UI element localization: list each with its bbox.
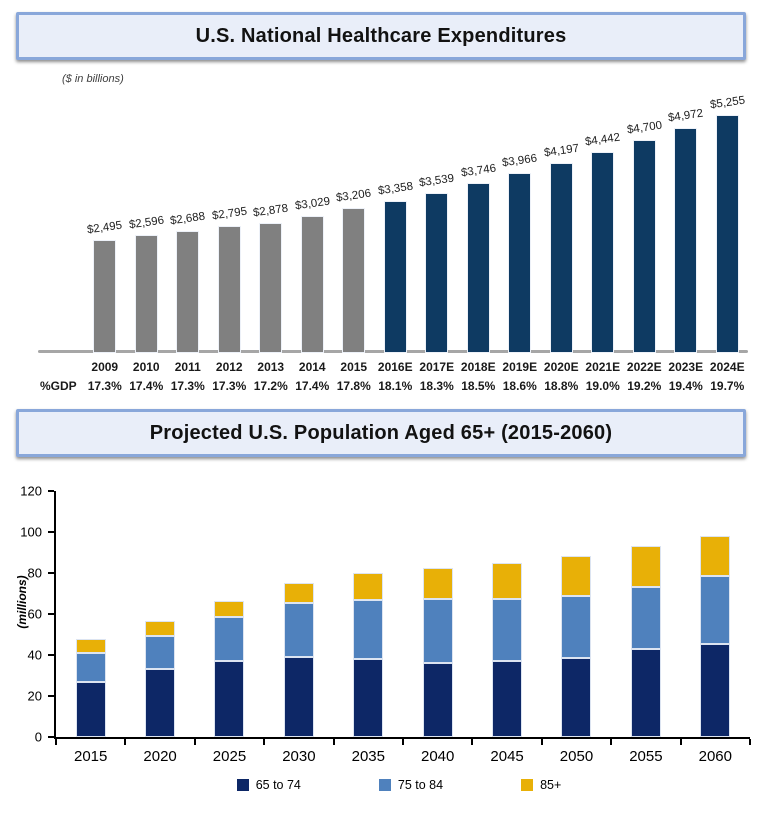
segment-65-to-74-2045 bbox=[492, 661, 522, 737]
x-label-2040: 2040 bbox=[421, 748, 455, 765]
hc-bar-value-label: $4,442 bbox=[584, 131, 622, 149]
hc-column-2023E bbox=[665, 107, 707, 353]
hc-year-2016E: 2016E bbox=[377, 360, 413, 374]
x-label-2050: 2050 bbox=[559, 748, 594, 765]
segment-75-to-84-2015 bbox=[76, 653, 106, 682]
legend-item-65-74 bbox=[237, 778, 301, 792]
hc-bar-2016E bbox=[384, 201, 407, 353]
healthcare-title: U.S. National Healthcare Expenditures bbox=[195, 24, 567, 47]
hc-bar-2022E bbox=[633, 140, 656, 353]
y-tick bbox=[48, 695, 54, 697]
population-title-box bbox=[16, 409, 746, 457]
segment-65-to-74-2030 bbox=[284, 657, 314, 737]
segment-65-to-74-2050 bbox=[561, 658, 591, 737]
hc-bar-value-label: $2,878 bbox=[252, 202, 290, 220]
hc-column-2018E bbox=[458, 162, 500, 353]
segment-75-to-84-2060 bbox=[700, 576, 730, 644]
hc-gdp-2013: 17.2% bbox=[253, 379, 288, 393]
hc-bar-2019E bbox=[508, 173, 531, 353]
healthcare-units-note: ($ in billions) bbox=[62, 73, 124, 85]
segment-85+-2050 bbox=[561, 556, 591, 596]
pop-bar-2050 bbox=[561, 556, 591, 737]
x-label-2020: 2020 bbox=[143, 748, 177, 765]
pop-bar-2035 bbox=[353, 573, 383, 737]
y-tick-label-20: 20 bbox=[27, 688, 42, 704]
hc-bar-2009 bbox=[93, 240, 116, 353]
segment-85+-2035 bbox=[353, 573, 383, 600]
pop-bar-2060 bbox=[700, 536, 730, 737]
y-tick bbox=[48, 613, 54, 615]
hc-gdp-2024E: 19.7% bbox=[710, 379, 745, 393]
hc-bar-2021E bbox=[591, 152, 614, 353]
x-tick bbox=[749, 739, 751, 745]
hc-bar-value-label: $2,596 bbox=[127, 214, 165, 232]
hc-column-2012 bbox=[209, 205, 251, 353]
pop-bar-2045 bbox=[492, 563, 522, 737]
hc-year-2019E: 2019E bbox=[502, 360, 538, 374]
segment-75-to-84-2030 bbox=[284, 603, 314, 657]
hc-gdp-2021E: 19.0% bbox=[585, 379, 620, 393]
segment-75-to-84-2045 bbox=[492, 599, 522, 662]
segment-85+-2040 bbox=[423, 568, 453, 599]
hc-bar-2012 bbox=[218, 226, 241, 353]
x-tick bbox=[333, 739, 335, 745]
hc-bar-value-label: $3,746 bbox=[459, 162, 497, 180]
hc-bar-value-label: $3,029 bbox=[293, 195, 331, 213]
hc-bar-2018E bbox=[467, 183, 490, 353]
legend-item-85plus bbox=[521, 778, 561, 792]
hc-year-2013: 2013 bbox=[257, 360, 285, 374]
hc-column-2011 bbox=[167, 210, 209, 353]
y-tick-label-0: 0 bbox=[34, 729, 42, 745]
pop-bar-2025 bbox=[214, 601, 244, 737]
gdp-row-label: %GDP bbox=[40, 379, 77, 393]
hc-bar-value-label: $3,358 bbox=[376, 180, 414, 198]
hc-bar-2011 bbox=[176, 231, 199, 353]
segment-75-to-84-2025 bbox=[214, 617, 244, 661]
x-tick bbox=[194, 739, 196, 745]
x-tick bbox=[680, 739, 682, 745]
hc-column-2024E bbox=[707, 94, 749, 353]
hc-bar-value-label: $2,795 bbox=[210, 205, 248, 223]
hc-bar-2014 bbox=[301, 216, 324, 353]
hc-column-2020E bbox=[541, 142, 583, 353]
hc-gdp-2012: 17.3% bbox=[212, 379, 247, 393]
y-tick bbox=[48, 736, 54, 738]
x-label-2015: 2015 bbox=[74, 748, 108, 765]
segment-85+-2060 bbox=[700, 536, 730, 576]
population-y-axis-label: (millions) bbox=[15, 575, 29, 629]
segment-85+-2015 bbox=[76, 639, 106, 653]
y-tick-label-60: 60 bbox=[27, 606, 42, 622]
legend-label-85plus: 85+ bbox=[540, 778, 562, 792]
y-tick bbox=[48, 654, 54, 656]
population-chart bbox=[8, 483, 750, 792]
hc-year-2020E: 2020E bbox=[543, 360, 579, 374]
hc-column-2015 bbox=[333, 187, 375, 353]
hc-column-2019E bbox=[499, 152, 541, 353]
hc-bar-value-label: $3,539 bbox=[418, 172, 456, 190]
healthcare-chart bbox=[38, 73, 748, 393]
hc-bar-value-label: $3,206 bbox=[335, 187, 373, 205]
segment-85+-2055 bbox=[631, 546, 661, 587]
x-tick bbox=[471, 739, 473, 745]
legend-label-65-74: 65 to 74 bbox=[255, 778, 301, 792]
segment-85+-2030 bbox=[284, 583, 314, 602]
pop-bar-2040 bbox=[423, 568, 453, 737]
population-plot-row bbox=[8, 483, 750, 745]
hc-bar-value-label: $2,495 bbox=[86, 219, 124, 237]
x-tick bbox=[55, 739, 57, 745]
hc-year-2011: 2011 bbox=[174, 360, 201, 374]
hc-bar-value-label: $5,255 bbox=[708, 94, 746, 112]
hc-column-2014 bbox=[292, 195, 334, 353]
y-tick-label-120: 120 bbox=[20, 483, 42, 499]
hc-column-2016E bbox=[375, 180, 417, 353]
hc-gdp-2009: 17.3% bbox=[87, 379, 122, 393]
healthcare-plot-area bbox=[38, 94, 748, 349]
x-tick bbox=[541, 739, 543, 745]
segment-75-to-84-2035 bbox=[353, 600, 383, 659]
x-label-2025: 2025 bbox=[212, 748, 247, 765]
hc-gdp-2016E: 18.1% bbox=[378, 379, 413, 393]
y-tick bbox=[48, 490, 54, 492]
hc-gdp-2015: 17.8% bbox=[336, 379, 371, 393]
segment-85+-2025 bbox=[214, 601, 244, 617]
hc-gdp-2018E: 18.5% bbox=[461, 379, 496, 393]
hc-year-2022E: 2022E bbox=[626, 360, 662, 374]
hc-bar-2023E bbox=[674, 128, 697, 353]
segment-85+-2020 bbox=[145, 621, 175, 635]
pop-bar-2020 bbox=[145, 621, 175, 737]
hc-column-2010 bbox=[126, 214, 168, 353]
hc-column-2022E bbox=[624, 119, 666, 353]
hc-year-2018E: 2018E bbox=[460, 360, 496, 374]
hc-bar-value-label: $4,700 bbox=[625, 119, 663, 137]
hc-column-2013 bbox=[250, 202, 292, 353]
segment-65-to-74-2035 bbox=[353, 659, 383, 737]
x-tick bbox=[402, 739, 404, 745]
hc-gdp-2022E: 19.2% bbox=[627, 379, 662, 393]
x-label-2060: 2060 bbox=[698, 748, 732, 765]
hc-year-2023E: 2023E bbox=[668, 360, 704, 374]
healthcare-gdp-row bbox=[38, 379, 748, 393]
hc-column-2009 bbox=[84, 219, 126, 353]
x-label-2055: 2055 bbox=[629, 748, 663, 765]
hc-column-2017E bbox=[416, 172, 458, 353]
legend-swatch-75-84 bbox=[379, 779, 391, 791]
healthcare-title-box bbox=[16, 12, 746, 60]
hc-year-2017E: 2017E bbox=[419, 360, 455, 374]
hc-bar-value-label: $3,966 bbox=[501, 152, 539, 170]
y-tick-label-100: 100 bbox=[20, 524, 42, 540]
hc-bar-2017E bbox=[425, 193, 448, 353]
hc-bar-value-label: $4,197 bbox=[542, 142, 580, 160]
legend-swatch-65-74 bbox=[237, 779, 249, 791]
pop-bar-2055 bbox=[631, 546, 661, 737]
hc-year-2015: 2015 bbox=[340, 360, 368, 374]
population-legend bbox=[48, 778, 750, 792]
hc-gdp-2019E: 18.6% bbox=[502, 379, 537, 393]
segment-75-to-84-2050 bbox=[561, 596, 591, 659]
segment-75-to-84-2055 bbox=[631, 587, 661, 649]
hc-year-2012: 2012 bbox=[215, 360, 243, 374]
y-tick-label-40: 40 bbox=[27, 647, 42, 663]
hc-year-2010: 2010 bbox=[132, 360, 160, 374]
x-tick bbox=[124, 739, 126, 745]
hc-column-2021E bbox=[582, 131, 624, 353]
hc-bar-value-label: $2,688 bbox=[169, 210, 207, 228]
hc-gdp-2023E: 19.4% bbox=[668, 379, 703, 393]
pop-bar-2030 bbox=[284, 583, 314, 737]
hc-gdp-2010: 17.4% bbox=[129, 379, 164, 393]
hc-year-2021E: 2021E bbox=[585, 360, 621, 374]
segment-65-to-74-2015 bbox=[76, 682, 106, 737]
x-tick bbox=[263, 739, 265, 745]
hc-bar-2024E bbox=[716, 115, 739, 353]
x-label-2035: 2035 bbox=[351, 748, 385, 765]
segment-65-to-74-2060 bbox=[700, 644, 730, 737]
hc-gdp-2020E: 18.8% bbox=[544, 379, 579, 393]
hc-gdp-2011: 17.3% bbox=[170, 379, 205, 393]
pop-bar-2015 bbox=[76, 639, 106, 737]
hc-bar-value-label: $4,972 bbox=[667, 107, 705, 125]
population-bars bbox=[56, 491, 750, 737]
hc-gdp-2017E: 18.3% bbox=[419, 379, 454, 393]
y-tick bbox=[48, 531, 54, 533]
hc-bar-2010 bbox=[135, 235, 158, 353]
population-title: Projected U.S. Population Aged 65+ (2015-2060) bbox=[149, 421, 613, 444]
x-label-2030: 2030 bbox=[282, 748, 316, 765]
hc-bar-2013 bbox=[259, 223, 282, 353]
y-tick-label-80: 80 bbox=[27, 565, 42, 581]
hc-year-2024E: 2024E bbox=[709, 360, 745, 374]
hc-bar-2015 bbox=[342, 208, 365, 353]
segment-85+-2045 bbox=[492, 563, 522, 599]
population-plot-area bbox=[54, 491, 750, 739]
segment-65-to-74-2025 bbox=[214, 661, 244, 737]
segment-65-to-74-2020 bbox=[145, 669, 175, 737]
legend-swatch-85plus bbox=[521, 779, 533, 791]
legend-item-75-84 bbox=[379, 778, 443, 792]
legend-label-75-84: 75 to 84 bbox=[397, 778, 444, 792]
segment-65-to-74-2040 bbox=[423, 663, 453, 737]
segment-65-to-74-2055 bbox=[631, 649, 661, 737]
x-tick bbox=[610, 739, 612, 745]
hc-gdp-2014: 17.4% bbox=[295, 379, 330, 393]
healthcare-year-labels bbox=[38, 360, 748, 374]
x-label-2045: 2045 bbox=[490, 748, 524, 765]
segment-75-to-84-2040 bbox=[423, 599, 453, 664]
hc-bar-2020E bbox=[550, 163, 573, 353]
y-tick bbox=[48, 572, 54, 574]
hc-year-2009: 2009 bbox=[91, 360, 119, 374]
segment-75-to-84-2020 bbox=[145, 636, 175, 670]
hc-year-2014: 2014 bbox=[298, 360, 326, 374]
